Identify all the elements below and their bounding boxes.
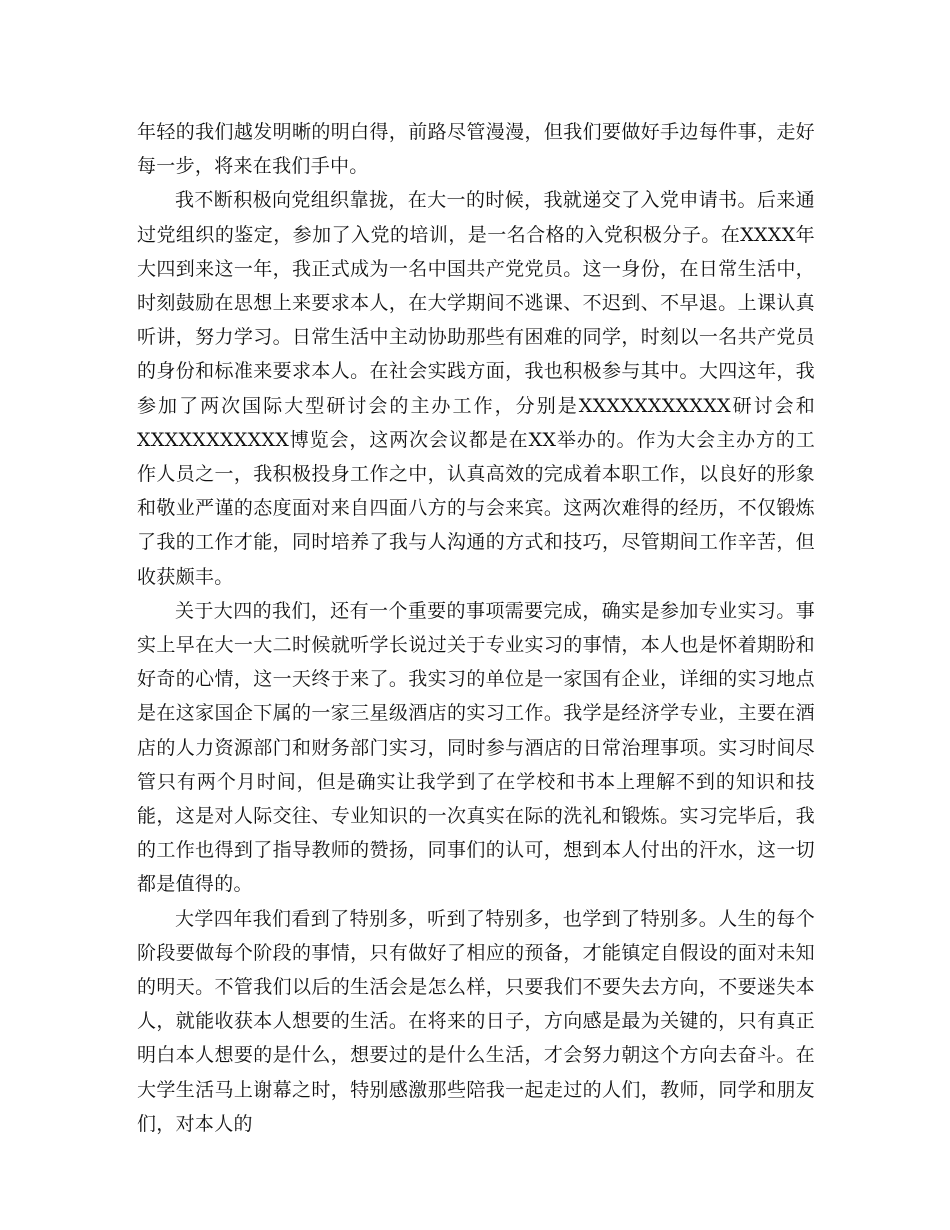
paragraph-3: 关于大四的我们，还有一个重要的事项需要完成，确实是参加专业实习。事实上早在大一大二时候就听学长说过关于专业实习的事情，本人也是怀着期盼和好奇的心情，这一天终于来了。我实习的单位是一家国有企业，详细的实习地点是在这家国企下属的一家三星级酒店的实习工作。我学是经济学专业，主要在酒店的人力资源部门和财务部门实习，同时参与酒店的日常治理事项。实习时间尽管只有两个月时间，但是确实让我学到了在学校和书本上理解不到的知识和技能，这是对人际交往、专业知识的一次真实在际的洗礼和锻炼。实习完毕后，我的工作也得到了指导教师的赞扬，同事们的认可，想到本人付出的汗水，这一切都是值得的。 [137, 599, 815, 896]
document-body [137, 115, 815, 1141]
paragraph-4: 大学四年我们看到了特别多，听到了特别多，也学到了特别多。人生的每个阶段要做每个阶段的事情，只有做好了相应的预备，才能镇定自假设的面对未知的明天。不管我们以后的生活会是怎么样，只要我们不要失去方向，不要迷失本人，就能收获本人想要的生活。在将来的日子，方向感是最为关键的，只有真正明白本人想要的是什么，想要过的是什么生活，才会努力朝这个方向去奋斗。在大学生活马上谢幕之时，特别感激那些陪我一起走过的人们，教师，同学和朋友们，对本人的 [137, 907, 815, 1135]
paragraph-1: 年轻的我们越发明晰的明白得，前路尽管漫漫，但我们要做好手边每件事，走好每一步，将来在我们手中。 [137, 121, 815, 178]
paragraph-2: 我不断积极向党组织靠拢，在大一的时候，我就递交了入党申请书。后来通过党组织的鉴定，参加了入党的培训，是一名合格的入党积极分子。在XXXX年大四到来这一年，我正式成为一名中国共产党党员。这一身份，在日常生活中，时刻鼓励在思想上来要求本人，在大学期间不逃课、不迟到、不早退。上课认真听讲，努力学习。日常生活中主动协助那些有困难的同学，时刻以一名共产党员的身份和标准来要求本人。在社会实践方面，我也积极参与其中。大四这年，我参加了两次国际大型研讨会的主办工作，分别是XXXXXXXXXXX研讨会和XXXXXXXXXXX博览会，这两次会议都是在XX举办的。作为大会主办方的工作人员之一，我积极投身工作之中，认真高效的完成着本职工作，以良好的形象和敬业严谨的态度面对来自四面八方的与会来宾。这两次难得的经历，不仅锻炼了我的工作才能，同时培养了我与人沟通的方式和技巧，尽管期间工作辛苦，但收获颇丰。 [137, 189, 815, 588]
